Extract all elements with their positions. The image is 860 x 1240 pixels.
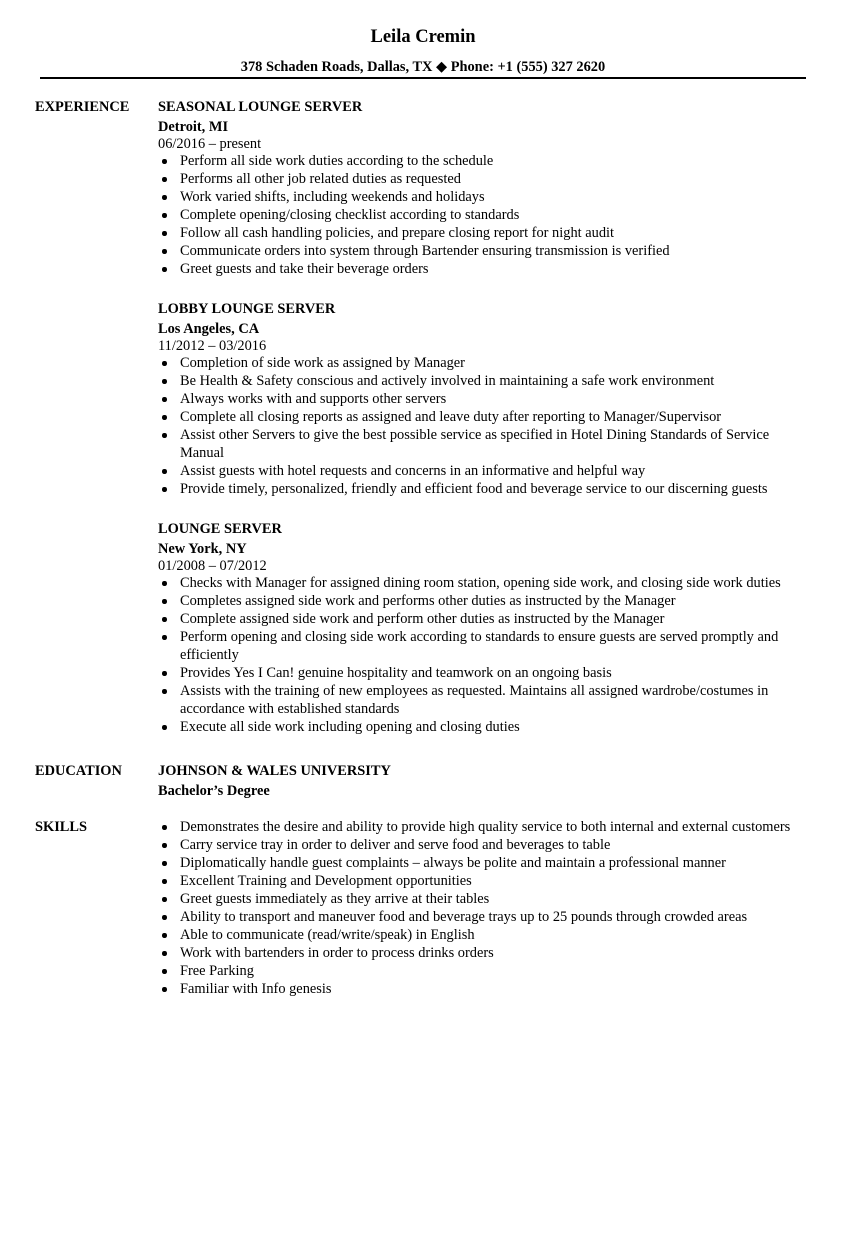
list-item: Perform all side work duties according to the schedule — [158, 152, 828, 170]
list-item: Assists with the training of new employees as requested. Maintains all assigned wardrobe/costumes in accordance with established standards — [158, 682, 792, 718]
list-item: Provides Yes I Can! genuine hospitality and teamwork on an ongoing basis — [158, 664, 828, 682]
job-bullet-list — [158, 152, 828, 278]
header-divider — [40, 77, 806, 79]
list-item: Performs all other job related duties as requested — [158, 170, 828, 188]
education-section-label: EDUCATION — [35, 763, 122, 779]
job-title: LOUNGE SERVER — [158, 521, 282, 537]
resume-header — [40, 25, 806, 76]
list-item: Work varied shifts, including weekends and holidays — [158, 188, 828, 206]
contact-line: 378 Schaden Roads, Dallas, TX ◆ Phone: +1 (555) 327 2620 — [240, 59, 606, 75]
job-dates: 01/2008 – 07/2012 — [158, 558, 267, 574]
skills-bullet-list — [158, 818, 848, 998]
list-item: Assist other Servers to give the best possible service as specified in Hotel Dining Standards of Service Manual — [158, 426, 780, 462]
list-item: Complete all closing reports as assigned and leave duty after reporting to Manager/Supervisor — [158, 408, 828, 426]
job-location: Los Angeles, CA — [158, 321, 260, 337]
list-item: Free Parking — [158, 962, 848, 980]
degree: Bachelor’s Degree — [158, 783, 270, 799]
school-name: JOHNSON & WALES UNIVERSITY — [158, 763, 391, 779]
list-item: Execute all side work including opening and closing duties — [158, 718, 828, 736]
list-item: Completes assigned side work and performs other duties as instructed by the Manager — [158, 592, 828, 610]
job-entry — [158, 520, 828, 736]
list-item: Ability to transport and maneuver food and beverage trays up to 25 pounds through crowded areas — [158, 908, 848, 926]
job-entry — [158, 98, 828, 278]
experience-section-label: EXPERIENCE — [35, 99, 130, 115]
list-item: Provide timely, personalized, friendly and efficient food and beverage service to our discerning guests — [158, 480, 828, 498]
job-title: LOBBY LOUNGE SERVER — [158, 301, 336, 317]
list-item: Carry service tray in order to deliver and serve food and beverages to table — [158, 836, 848, 854]
job-bullet-list — [158, 354, 828, 498]
list-item: Assist guests with hotel requests and concerns in an informative and helpful way — [158, 462, 828, 480]
list-item: Perform opening and closing side work according to standards to ensure guests are served promptly and efficiently — [158, 628, 802, 664]
job-dates: 11/2012 – 03/2016 — [158, 338, 267, 354]
list-item: Able to communicate (read/write/speak) in English — [158, 926, 848, 944]
education-entry — [158, 762, 828, 800]
job-entry — [158, 300, 828, 498]
list-item: Follow all cash handling policies, and prepare closing report for night audit — [158, 224, 828, 242]
list-item: Familiar with Info genesis — [158, 980, 848, 998]
list-item: Completion of side work as assigned by Manager — [158, 354, 828, 372]
list-item: Greet guests and take their beverage orders — [158, 260, 828, 278]
job-location: Detroit, MI — [158, 119, 229, 135]
list-item: Be Health & Safety conscious and actively involved in maintaining a safe work environment — [158, 372, 828, 390]
list-item: Checks with Manager for assigned dining room station, opening side work, and closing side work duties — [158, 574, 828, 592]
skills-section-label: SKILLS — [35, 819, 87, 835]
list-item: Communicate orders into system through Bartender ensuring transmission is verified — [158, 242, 828, 260]
candidate-name: Leila Cremin — [370, 27, 476, 47]
list-item: Greet guests immediately as they arrive at their tables — [158, 890, 848, 908]
list-item: Demonstrates the desire and ability to provide high quality service to both internal and external customers — [158, 818, 848, 836]
list-item: Diplomatically handle guest complaints – always be polite and maintain a professional manner — [158, 854, 848, 872]
job-bullet-list — [158, 574, 828, 736]
job-dates: 06/2016 – present — [158, 136, 262, 152]
job-title: SEASONAL LOUNGE SERVER — [158, 99, 363, 115]
list-item: Always works with and supports other servers — [158, 390, 828, 408]
list-item: Work with bartenders in order to process drinks orders — [158, 944, 848, 962]
list-item: Complete opening/closing checklist according to standards — [158, 206, 828, 224]
skills-entry — [158, 818, 848, 998]
list-item: Complete assigned side work and perform other duties as instructed by the Manager — [158, 610, 828, 628]
list-item: Excellent Training and Development opportunities — [158, 872, 848, 890]
job-location: New York, NY — [158, 541, 247, 557]
